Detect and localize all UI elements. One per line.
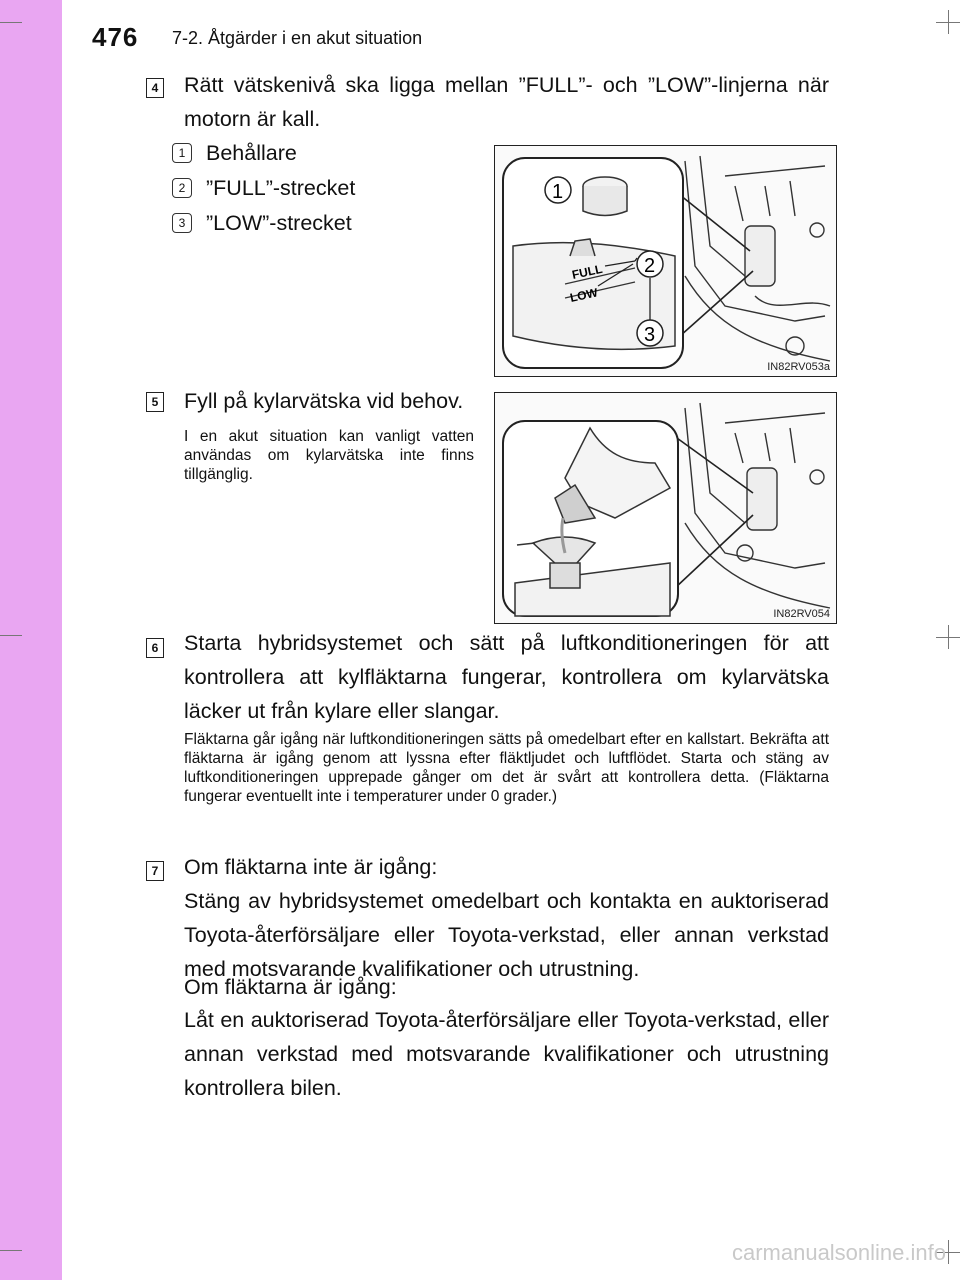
watermark: carmanualsonline.info [731, 1240, 946, 1265]
crop-mark [0, 635, 22, 636]
step-5-note: I en akut situation kan vanligt vatten användas om kylarvätska inte finns tillgänglig. [184, 428, 474, 483]
crop-mark [948, 1240, 949, 1264]
step-number-5: 5 [146, 392, 164, 412]
step-7-text-2: Låt en auktoriserad Toyota-återförsäljare eller Toyota-verkstad, eller annan verkstad med motsvarande kvalifikationer och utrustning kontrollera bilen. [184, 1008, 829, 1100]
callout-1: 1 [552, 181, 564, 203]
item-number: 2 [172, 178, 192, 198]
figure-code: IN82RV054 [773, 608, 830, 620]
low-line-label: LOW [568, 285, 600, 305]
item-number: 1 [172, 143, 192, 163]
side-band [0, 0, 62, 1280]
crop-mark [0, 22, 22, 23]
item-label: ”LOW”-strecket [206, 211, 352, 235]
item-label: ”FULL”-strecket [206, 176, 356, 200]
page-number: 476 [92, 22, 139, 52]
engine-bay-illustration [495, 146, 836, 376]
step-7-text-1: Stäng av hybridsystemet omedelbart och kontakta en auktoriserad Toyota-återförsäljare eller Toyota-verkstad, eller annan verkstad med motsvarande kvalifikationer och utrustning. [184, 889, 829, 981]
refill-illustration [495, 393, 836, 623]
step-6-text: Starta hybridsystemet och sätt på luftkonditioneringen för att kontrollera att kylfläktarna fungerar, kontrollera om kylarvätska läcker ut från kylare eller slangar. [184, 631, 829, 723]
section-title: 7-2. Åtgärder i en akut situation [172, 28, 423, 48]
callout-2: 2 [644, 255, 656, 277]
step-number-7: 7 [146, 861, 164, 881]
step-number-4: 4 [146, 78, 164, 98]
crop-mark [948, 625, 949, 649]
item-label: Behållare [206, 141, 297, 165]
crop-mark [0, 1250, 22, 1251]
full-line-label: FULL [570, 261, 604, 282]
step-5-text: Fyll på kylarvätska vid behov. [184, 389, 464, 413]
step-6-note: Fläktarna går igång när luftkonditioneringen sätts på omedelbart efter en kallstart. Bekräfta att fläktarna är igång genom att lyssna efter fläktljudet och luftflödet. Starta och stäng av luftkonditioneringen upprepade gånger om det är svårt att kontrollera detta. (Fläktarna fungerar eventuellt inte i temperaturer under 0 grader.) [184, 731, 829, 805]
step-number-6: 6 [146, 638, 164, 658]
step-7-heading-2: Om fläktarna är igång: [184, 975, 397, 999]
item-number: 3 [172, 213, 192, 233]
figure-code: IN82RV053a [767, 361, 830, 373]
callout-3: 3 [644, 324, 656, 346]
refill-coolant-figure [494, 392, 837, 624]
coolant-reservoir-figure [494, 145, 837, 377]
crop-mark [948, 10, 949, 34]
step-4-text: Rätt vätskenivå ska ligga mellan ”FULL”- och ”LOW”-linjerna när motorn är kall. [184, 73, 829, 131]
step-7-heading-1: Om fläktarna inte är igång: [184, 855, 438, 879]
